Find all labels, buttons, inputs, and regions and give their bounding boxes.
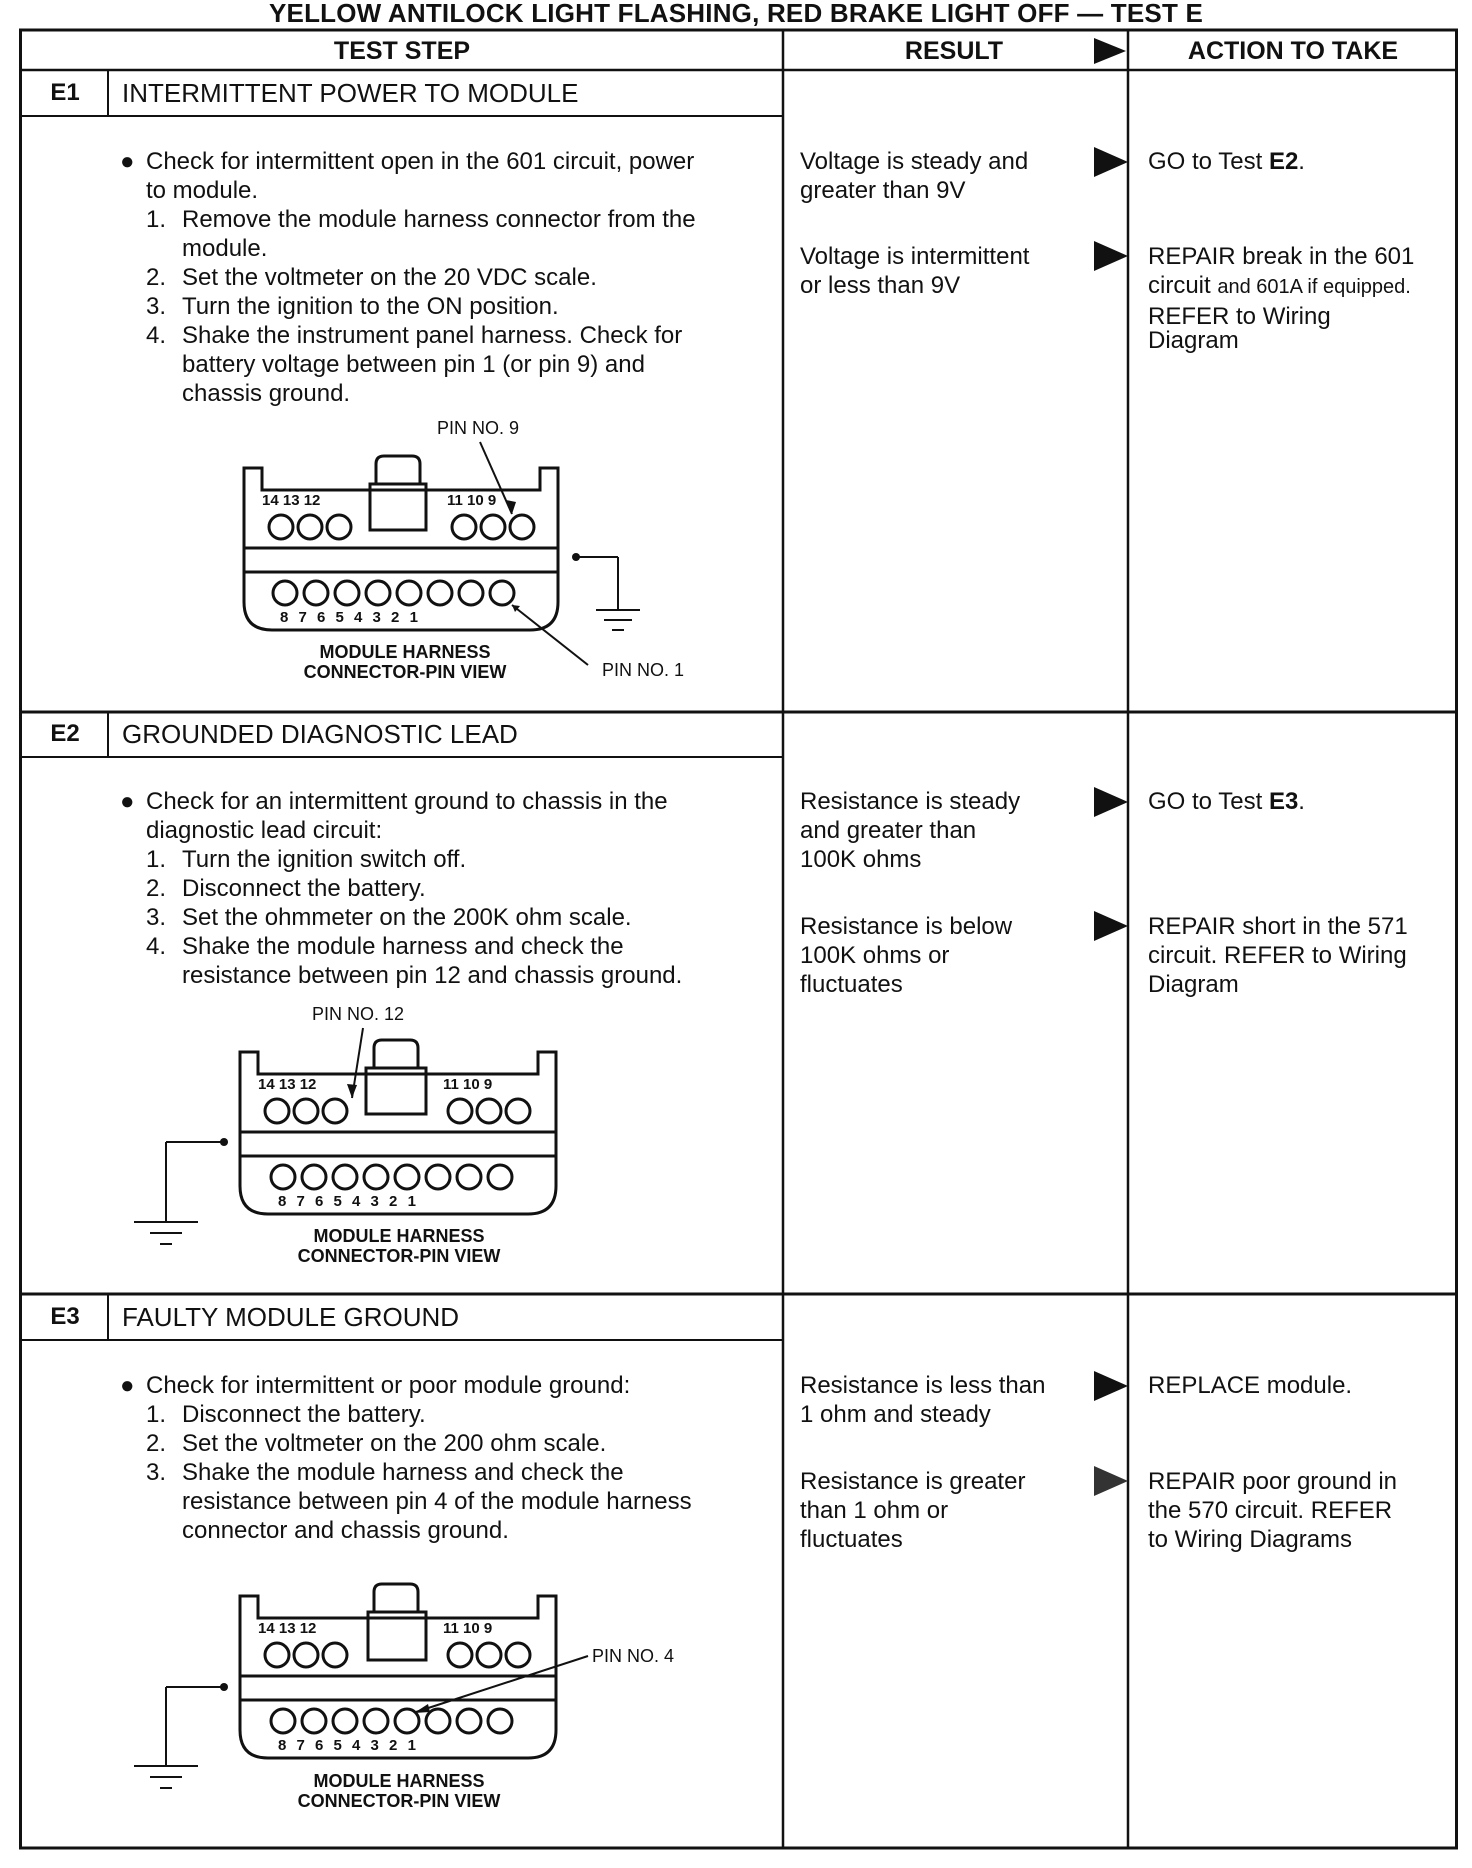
row-id-e2: E2 xyxy=(50,720,80,747)
callout-pin-12: PIN NO. 12 xyxy=(312,1004,405,1024)
pin-labels-top-right: 11 10 9 xyxy=(443,1076,493,1093)
bullet-icon: ● xyxy=(120,788,135,815)
action-e3-2: REPAIR poor ground in the 570 circuit. REFER to Wiring Diagrams xyxy=(1148,1468,1398,1553)
page-title: YELLOW ANTILOCK LIGHT FLASHING, RED BRAKE LIGHT OFF — TEST E xyxy=(269,0,1203,28)
diagram-label-e2: MODULE HARNESS CONNECTOR-PIN VIEW xyxy=(297,1226,501,1266)
action-e2-1: GO to Test E3. xyxy=(1148,788,1305,815)
header-test-step: TEST STEP xyxy=(333,37,471,65)
result-e2-1: Resistance is steady and greater than 100K ohms xyxy=(800,788,1021,873)
result-e3-2: Resistance is greater than 1 ohm or fluctuates xyxy=(800,1468,1026,1553)
row-title-e3: FAULTY MODULE GROUND xyxy=(122,1302,460,1332)
row-title-e2: GROUNDED DIAGNOSTIC LEAD xyxy=(122,719,518,749)
result-e1-2: Voltage is intermittent or less than 9V xyxy=(800,243,1030,299)
diagram-label-e3: MODULE HARNESS CONNECTOR-PIN VIEW xyxy=(297,1771,501,1811)
row-title-e1: INTERMITTENT POWER TO MODULE xyxy=(122,78,579,108)
row-id-e3: E3 xyxy=(50,1303,80,1330)
bullet-text-e1: Check for intermittent open in the 601 circuit, power to module. xyxy=(146,148,695,204)
bullet-icon: ● xyxy=(120,148,135,175)
test-e-document: YELLOW ANTILOCK LIGHT FLASHING, RED BRAKE LIGHT OFF — TEST E TEST STEP RESULT ACTION TO TAKE E1 INTERMITTENT POWER TO MODULE ● Check for intermittent open in the 601 circuit, power to module. 1. Remove the module harness connector from the module. 2. Set the voltmeter on the 20 VDC scale. 3. Turn the ignition to the ON position. 4. Shake the instrument panel harness. Check for battery voltage between pin 1 (or pin 9) and chassis ground. 14 13 12 11 10 9 8 7 6 5 4 3 2 1 PIN NO. 9 PIN NO. 1 MODULE HARNESS CONNECTOR-PIN VIEW Voltage is steady and greater than 9V Voltage is intermittent or less than 9V GO to Test E2. REPAIR break in the 601 circuit and 601A if equipped. REFER to Wiring Diagram E2 GROUNDED DIAGNOSTIC LEAD ● Check for an intermittent ground to chassis in the diagnostic lead circuit: 1. Turn the ignition switch off. 2. Disconnect the battery. 3. Set the ohmmeter on the 200K ohm scale. 4. Shake the module harness and check the resistance between pin 12 and chassis ground. 14 13 12 11 10 9 8 7 6 5 4 3 2 1 PIN NO. 12 MODULE HARNESS CONNECTOR-PIN VIEW Resistance is steady and greater than 100K ohms Resistance is below 100K ohms or fluctuates GO to Test E3. REPAIR short in the 571 circuit. REFER to Wiring Diagram E3 FAULTY MODULE GROUND ● Check for intermittent or poor module ground: 1. Disconnect the battery. 2. Set the voltmeter on the 200 ohm scale. 3. Shake the module harness and check the resistance between pin 4 of the module harness connector and chassis ground. 14 13 12 11 10 9 8 7 6 5 4 3 2 1 PIN NO. 4 MODULE HARNESS CONNECTOR-PIN VIEW Resistance is less than 1 ohm and steady Resistance is greater than 1 ohm or fluctuates REPLACE module. REPAIR poor ground in the 570 circuit. REFER to Wiring Diagrams xyxy=(0,0,1472,1868)
arrow-icon xyxy=(1094,1466,1128,1496)
bullet-icon: ● xyxy=(120,1372,135,1399)
callout-pin-9: PIN NO. 9 xyxy=(437,418,520,438)
result-e1-1: Voltage is steady and greater than 9V xyxy=(800,148,1029,204)
pin-labels-bottom: 8 7 6 5 4 3 2 1 xyxy=(278,1193,416,1210)
bullet-text-e3: Check for intermittent or poor module ground: xyxy=(146,1372,631,1399)
pin-labels-bottom: 8 7 6 5 4 3 2 1 xyxy=(280,609,418,626)
callout-pin-1: PIN NO. 1 xyxy=(602,660,685,680)
bullet-text-e2: Check for an intermittent ground to chassis in the diagnostic lead circuit: xyxy=(146,788,668,844)
action-e3-1: REPLACE module. xyxy=(1148,1372,1353,1399)
pin-labels-top-right: 11 10 9 xyxy=(447,492,497,509)
callout-pin-4: PIN NO. 4 xyxy=(592,1646,675,1666)
result-e3-1: Resistance is less than 1 ohm and steady xyxy=(800,1372,1046,1428)
arrow-icon xyxy=(1094,1371,1128,1401)
action-e2-2: REPAIR short in the 571 circuit. REFER to Wiring Diagram xyxy=(1148,913,1408,998)
pin-labels-top-left: 14 13 12 xyxy=(258,1620,317,1637)
header-action: ACTION TO TAKE xyxy=(1187,37,1399,65)
pin-labels-top-left: 14 13 12 xyxy=(262,492,321,509)
result-e2-2: Resistance is below 100K ohms or fluctuates xyxy=(800,913,1013,998)
action-e1-1: GO to Test E2. xyxy=(1148,148,1305,175)
action-e1-2: REPAIR break in the 601 circuit and 601A if equipped. REFER to Wiring Diagram xyxy=(1148,243,1415,354)
header-result: RESULT xyxy=(904,37,1004,65)
row-id-e1: E1 xyxy=(50,79,80,106)
pin-labels-top-right: 11 10 9 xyxy=(443,1620,493,1637)
diagram-label-e1: MODULE HARNESS CONNECTOR-PIN VIEW xyxy=(303,642,507,682)
pin-labels-top-left: 14 13 12 xyxy=(258,1076,317,1093)
pin-labels-bottom: 8 7 6 5 4 3 2 1 xyxy=(278,1737,416,1754)
